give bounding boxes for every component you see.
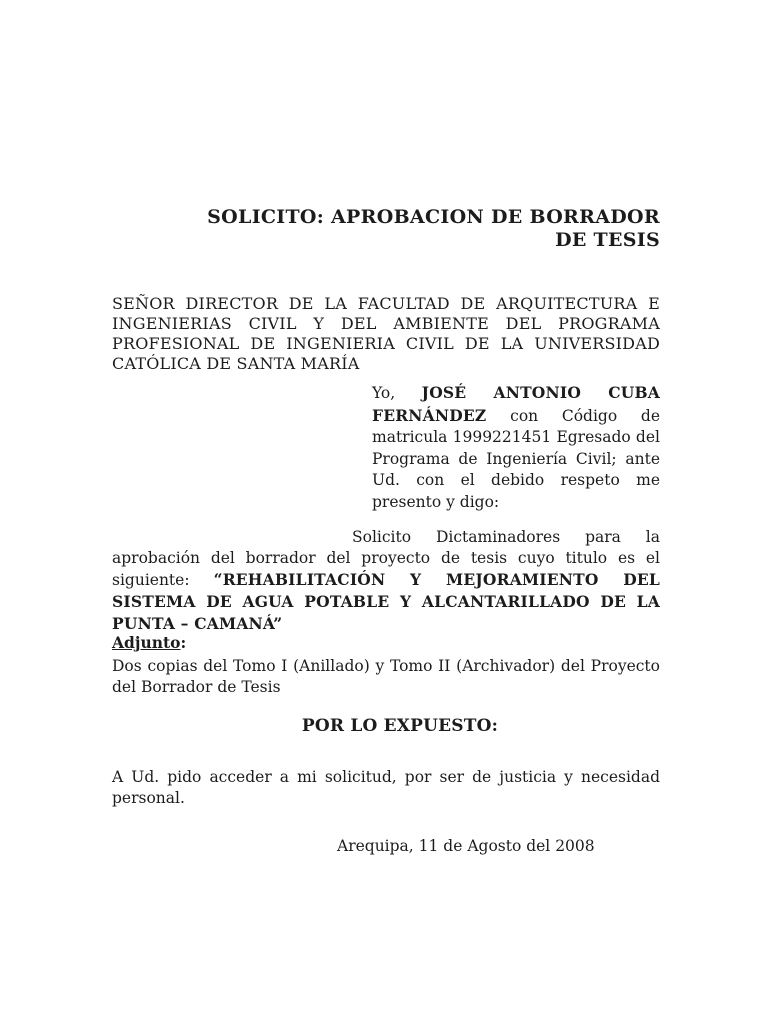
applicant-name: JOSÉ ANTONIO CUBA FERNÁNDEZ [372, 383, 660, 425]
request-pre-text: Solicito Dictaminadores para la aprobación del borrador del proyecto de tesis cuyo titulo es el siguiente: [112, 528, 660, 589]
addressee-block: SEÑOR DIRECTOR DE LA FACULTAD DE ARQUITECTURA E INGENIERIAS CIVIL Y DEL AMBIENTE DEL PROGRAMA PROFESIONAL DE INGENIERIA CIVIL DE LA UNIVERSIDAD CATÓLICA DE SANTA MARÍA [112, 294, 660, 373]
dateline: Arequipa, 11 de Agosto del 2008 [337, 837, 595, 855]
intro-paragraph [372, 382, 660, 513]
intro-post-text: con Código de matricula 1999221451 Egresado del Programa de Ingeniería Civil; ante Ud. con el debido respeto me presento y digo: [372, 406, 660, 511]
document-title: SOLICITO: APROBACION DE BORRADOR DE TESIS [207, 206, 660, 251]
request-paragraph [112, 527, 660, 635]
closing-paragraph: A Ud. pido acceder a mi solicitud, por ser de justicia y necesidad personal. [112, 768, 660, 807]
attachment-text: Dos copias del Tomo I (Anillado) y Tomo II (Archivador) del Proyecto del Borrador de Tesis [112, 657, 660, 696]
attachment-colon: : [180, 633, 187, 652]
salutation: POR LO EXPUESTO: [301, 716, 499, 736]
attachment-label: Adjunto [112, 633, 181, 652]
intro-pre-text: Yo, [372, 384, 422, 402]
attachment-heading [112, 633, 186, 652]
thesis-title: “REHABILITACIÓN Y MEJORAMIENTO DEL SISTEMA DE AGUA POTABLE Y ALCANTARILLADO DE LA PUNTA – CAMANÁ” [112, 570, 660, 633]
